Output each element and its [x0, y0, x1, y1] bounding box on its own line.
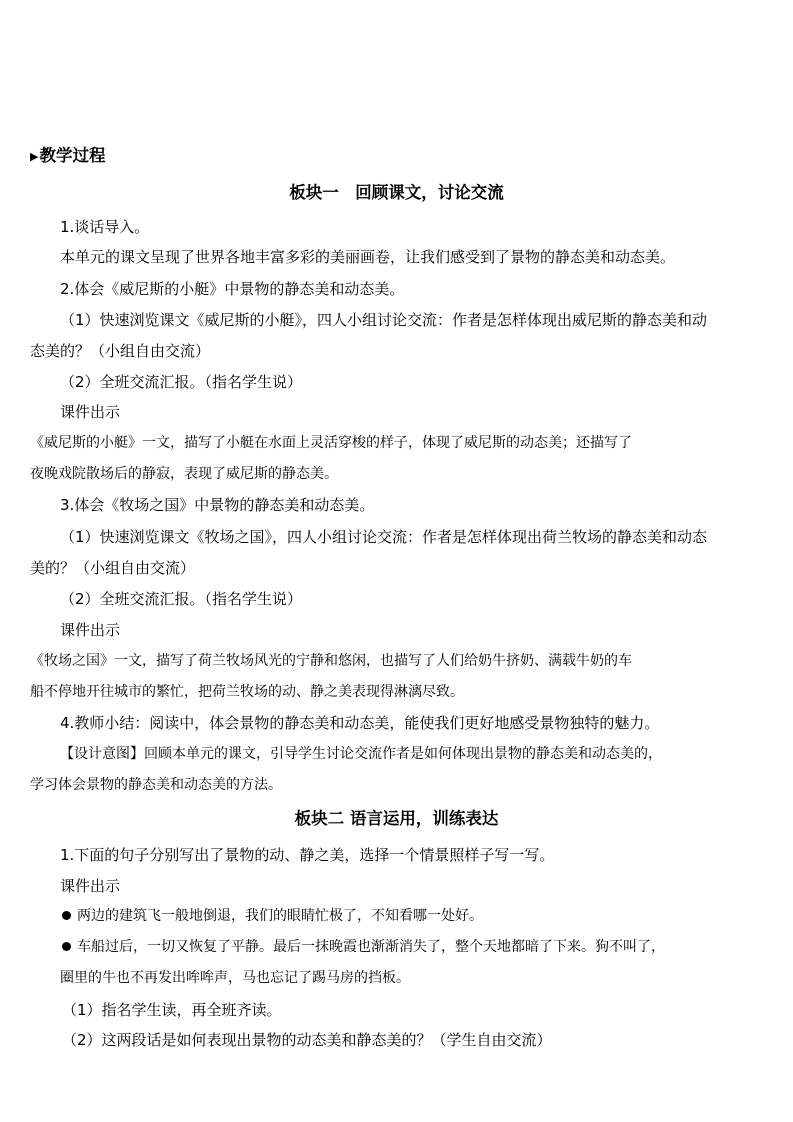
courseware-text-line: 夜晚戏院散场后的静寂，表现了威尼斯的静态美。 [30, 466, 338, 482]
teaching-process-heading [30, 145, 105, 168]
bullet-icon [62, 911, 71, 920]
triangle-marker-icon: ▶ [30, 149, 39, 163]
bullet-item-text: 车船过后，一切又恢复了平静。最后一抹晚霞也渐渐消失了，整个天地都暗了下来。狗不叫了， [77, 939, 665, 955]
paragraph-line: 4.教师小结：阅读中，体会景物的静态美和动态美，能使我们更好地感受景物独特的魅力。 [60, 714, 660, 732]
paragraph-line: （2）全班交流汇报。（指名学生说） [60, 590, 303, 608]
bullet-item [62, 906, 483, 926]
courseware-text-line: 《威尼斯的小艇》一文，描写了小艇在水面上灵活穿梭的样子，体现了威尼斯的动态美；还描写了 [30, 435, 632, 451]
courseware-text-line: 《牧场之国》一文，描写了荷兰牧场风光的宁静和悠闲，也描写了人们给奶牛挤奶、满载牛奶的车 [30, 653, 632, 669]
courseware-label: 课件出示 [60, 403, 121, 421]
teaching-process-title: 教学过程 [39, 146, 106, 165]
design-intent-line: 学习体会景物的静态美和动态美的方法。 [30, 777, 282, 793]
paragraph-line: 本单元的课文呈现了世界各地丰富多彩的美丽画卷，让我们感受到了景物的静态美和动态美。 [60, 248, 676, 266]
section1-title: 板块一 回顾课文，讨论交流 [289, 183, 504, 202]
bullet-item-continuation: 圈里的牛也不再发出哞哞声，马也忘记了踢马房的挡板。 [60, 970, 410, 986]
paragraph-line: 1.谈话导入。 [60, 218, 150, 236]
paragraph-line: 2.体会《威尼斯的小艇》中景物的静态美和动态美。 [60, 280, 405, 298]
courseware-label: 课件出示 [60, 877, 121, 895]
bullet-item-text: 两边的建筑飞一般地倒退，我们的眼睛忙极了，不知看哪一处好。 [77, 908, 483, 924]
design-intent-line: 【设计意图】回顾本单元的课文，引导学生讨论交流作者是如何体现出景物的静态美和动态美的， [60, 746, 662, 762]
paragraph-line: 美的？（小组自由交流） [30, 559, 196, 577]
courseware-label: 课件出示 [60, 621, 121, 639]
courseware-text-line: 船不停地开往城市的繁忙，把荷兰牧场的动、静之美表现得淋漓尽致。 [30, 684, 464, 700]
paragraph-line: （1）指名学生读，再全班齐读。 [62, 1001, 282, 1019]
paragraph-line: 1.下面的句子分别写出了景物的动、静之美，选择一个情景照样子写一写。 [60, 846, 555, 864]
section2-title: 板块二 语言运用，训练表达 [294, 809, 499, 828]
paragraph-line: 3.体会《牧场之国》中景物的静态美和动态美。 [60, 496, 375, 514]
paragraph-line: （1）快速浏览课文《牧场之国》，四人小组讨论交流：作者是怎样体现出荷兰牧场的静态美和动态 [60, 528, 708, 546]
paragraph-line: （1）快速浏览课文《威尼斯的小艇》，四人小组讨论交流：作者是怎样体现出威尼斯的静态美和动 [60, 311, 708, 329]
paragraph-line: 态美的？（小组自由交流） [30, 342, 211, 360]
bullet-icon [62, 942, 71, 951]
paragraph-line: （2）全班交流汇报。（指名学生说） [60, 373, 303, 391]
paragraph-line: （2）这两段话是如何表现出景物的动态美和静态美的？（学生自由交流） [62, 1031, 552, 1049]
bullet-item [62, 937, 665, 957]
